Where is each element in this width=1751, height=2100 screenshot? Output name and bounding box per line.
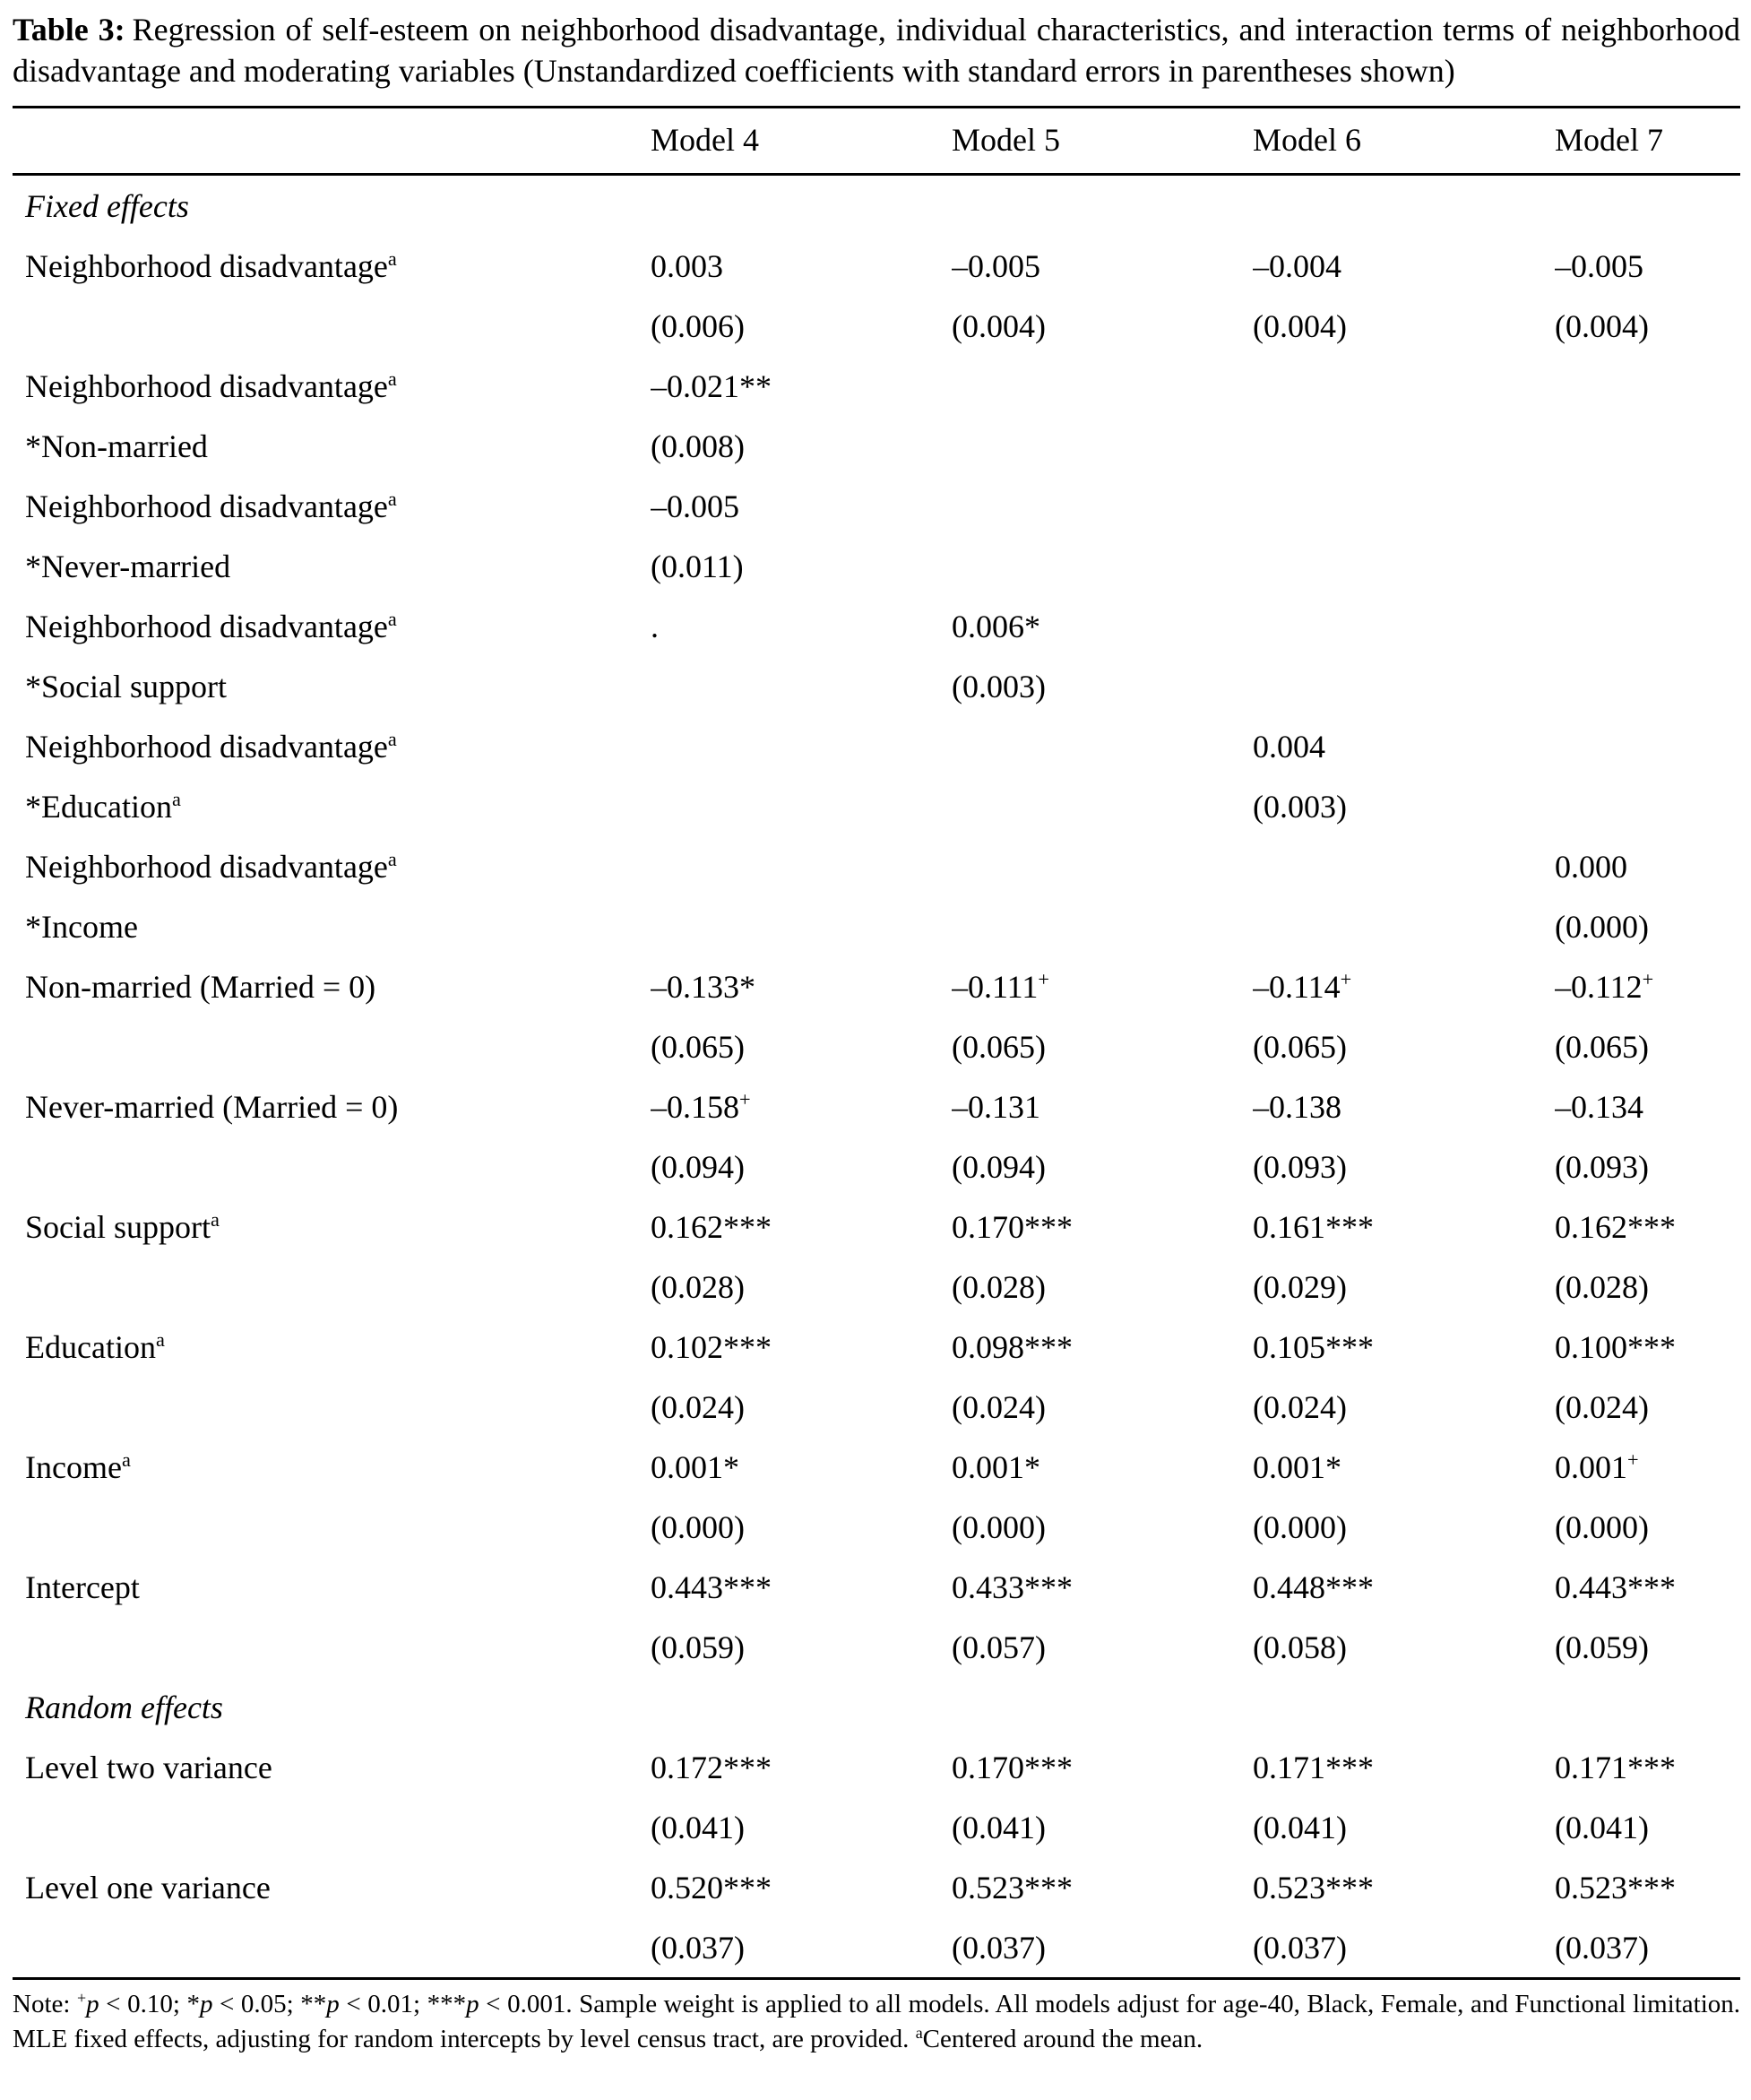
- cell-value: –0.005: [952, 247, 1040, 284]
- table-note: [13, 1987, 1740, 2057]
- cell-value: (0.065): [952, 1028, 1046, 1065]
- row-label: [13, 1016, 651, 1076]
- cell-value: 0.443***: [651, 1569, 772, 1605]
- cell-value: (0.065): [1253, 1028, 1347, 1065]
- cell-value: (0.058): [1253, 1629, 1347, 1665]
- superscript: +: [1627, 1448, 1639, 1472]
- table-row: [13, 1257, 1740, 1317]
- cell-value: –0.134: [1555, 1088, 1643, 1125]
- cell-value: (0.094): [952, 1148, 1046, 1185]
- model-column-header: Model 7: [1555, 108, 1740, 175]
- table-caption-label: Table 3:: [13, 12, 125, 48]
- cell-value: [952, 836, 1253, 896]
- cell-value: [952, 476, 1253, 536]
- row-label: [13, 1797, 651, 1857]
- model-column-header: Model 4: [651, 108, 952, 175]
- cell-value: (0.065): [651, 1028, 745, 1065]
- cell-value: –0.005: [651, 488, 739, 524]
- section-label: Random effects: [25, 1689, 223, 1725]
- row-label: [13, 1377, 651, 1437]
- cell-value: (0.037): [1555, 1929, 1649, 1966]
- cell-value: 0.520***: [651, 1869, 772, 1906]
- cell-value: [952, 356, 1253, 416]
- table-row: [13, 416, 1740, 476]
- superscript: +: [1340, 968, 1352, 991]
- model-column-header: Model 6: [1253, 108, 1555, 175]
- cell-value: [1555, 536, 1740, 596]
- table-row: [13, 1016, 1740, 1076]
- cell-value: 0.448***: [1253, 1569, 1374, 1605]
- cell-value: –0.021**: [651, 367, 772, 404]
- cell-value: [1555, 356, 1740, 416]
- table-row: [13, 1197, 1740, 1257]
- cell-value: (0.093): [1253, 1148, 1347, 1185]
- cell-value: 0.433***: [952, 1569, 1073, 1605]
- cell-value: –0.158+: [651, 1088, 751, 1125]
- note-italic: p: [326, 1990, 340, 2019]
- cell-value: 0.098***: [952, 1328, 1073, 1365]
- cell-value: (0.065): [1555, 1028, 1649, 1065]
- cell-value: (0.000): [1555, 1508, 1649, 1545]
- cell-value: 0.170***: [952, 1208, 1073, 1245]
- cell-value: 0.006*: [952, 608, 1040, 644]
- cell-value: 0.162***: [1555, 1208, 1676, 1245]
- table-row: [13, 596, 1740, 656]
- table-row: [13, 656, 1740, 716]
- cell-value: [952, 416, 1253, 476]
- model-column-header: Model 5: [952, 108, 1253, 175]
- cell-value: 0.171***: [1253, 1749, 1374, 1785]
- cell-value: [1555, 776, 1740, 836]
- cell-value: [952, 776, 1253, 836]
- row-label: Social support$^a$: [25, 1208, 220, 1245]
- cell-value: (0.004): [1555, 307, 1649, 344]
- cell-value: .: [651, 608, 659, 644]
- row-label: [13, 1497, 651, 1557]
- cell-value: (0.011): [651, 548, 744, 584]
- row-label: Neighborhood disadvantage$^a$: [25, 608, 397, 644]
- cell-value: –0.138: [1253, 1088, 1341, 1125]
- row-label: Intercept: [25, 1569, 140, 1605]
- note-italic: p: [199, 1990, 213, 2019]
- cell-value: (0.028): [651, 1268, 745, 1305]
- table-row: [13, 896, 1740, 956]
- table-row: [13, 1917, 1740, 1979]
- cell-value: 0.000: [1555, 848, 1627, 885]
- cell-value: (0.028): [952, 1268, 1046, 1305]
- cell-value: [1253, 656, 1555, 716]
- row-label: *Non-married: [25, 428, 208, 464]
- row-label: [13, 1617, 651, 1677]
- cell-value: [651, 896, 952, 956]
- cell-value: –0.114+: [1253, 968, 1352, 1005]
- cell-value: [651, 656, 952, 716]
- row-label: [13, 296, 651, 356]
- cell-value: 0.001*: [1253, 1448, 1341, 1485]
- note-superscript: a: [915, 2024, 923, 2043]
- table-row: [13, 1377, 1740, 1437]
- cell-value: [1253, 416, 1555, 476]
- table-row: [13, 1857, 1740, 1917]
- superscript: a: [387, 848, 397, 871]
- cell-value: 0.001+: [1555, 1448, 1639, 1485]
- cell-value: [1253, 536, 1555, 596]
- table-caption: [13, 9, 1740, 91]
- table-row: [13, 956, 1740, 1016]
- note-text: < 0.01; ***: [339, 1990, 467, 2019]
- superscript: +: [739, 1088, 751, 1111]
- row-label: Never-married (Married = 0): [25, 1088, 399, 1125]
- regression-table: [13, 106, 1740, 1980]
- superscript: a: [387, 247, 397, 271]
- cell-value: [1253, 356, 1555, 416]
- cell-value: 0.171***: [1555, 1749, 1676, 1785]
- cell-value: [1253, 836, 1555, 896]
- section-label: Fixed effects: [25, 187, 189, 224]
- row-label: *Never-married: [25, 548, 231, 584]
- superscript: a: [387, 367, 397, 391]
- note-text: Centered around the mean.: [922, 2025, 1203, 2054]
- cell-value: 0.001*: [651, 1448, 739, 1485]
- table-row: [13, 1317, 1740, 1377]
- table-caption-text: Regression of self-esteem on neighborhood disadvantage, individual characteristics, and interaction terms of neighborhood disadvantage and moderating variables (Unstandardized coefficients with standard errors in parentheses shown): [13, 12, 1740, 90]
- cell-value: 0.172***: [651, 1749, 772, 1785]
- cell-value: –0.004: [1253, 247, 1341, 284]
- cell-value: [1253, 476, 1555, 536]
- cell-value: (0.041): [651, 1809, 745, 1845]
- row-label: Neighborhood disadvantage$^a$: [25, 488, 397, 524]
- cell-value: (0.000): [952, 1508, 1046, 1545]
- note-superscript: +: [76, 1989, 87, 2008]
- cell-value: (0.037): [1253, 1929, 1347, 1966]
- cell-value: (0.024): [1253, 1388, 1347, 1425]
- cell-value: [651, 776, 952, 836]
- cell-value: –0.112+: [1555, 968, 1654, 1005]
- table-header: [13, 108, 1740, 175]
- cell-value: –0.111+: [952, 968, 1049, 1005]
- superscript: a: [155, 1328, 165, 1352]
- cell-value: [1555, 716, 1740, 776]
- table-row: [13, 1797, 1740, 1857]
- table-row: [13, 776, 1740, 836]
- row-label: Neighborhood disadvantage$^a$: [25, 848, 397, 885]
- cell-value: [1555, 476, 1740, 536]
- row-label: Neighborhood disadvantage$^a$: [25, 728, 397, 765]
- row-label: Education$^a$: [25, 1328, 165, 1365]
- superscript: a: [387, 488, 397, 511]
- note-text: < 0.10; *: [99, 1990, 200, 2019]
- table-body: [13, 175, 1740, 1979]
- superscript: a: [210, 1208, 220, 1231]
- cell-value: [1253, 596, 1555, 656]
- cell-value: (0.029): [1253, 1268, 1347, 1305]
- superscript: +: [1642, 968, 1654, 991]
- note-text: < 0.05; **: [212, 1990, 327, 2019]
- cell-value: (0.028): [1555, 1268, 1649, 1305]
- cell-value: 0.161***: [1253, 1208, 1374, 1245]
- cell-value: 0.001*: [952, 1448, 1040, 1485]
- superscript: a: [387, 608, 397, 631]
- cell-value: (0.037): [952, 1929, 1046, 1966]
- cell-value: (0.057): [952, 1629, 1046, 1665]
- cell-value: (0.006): [651, 307, 745, 344]
- row-label: Level two variance: [25, 1749, 272, 1785]
- cell-value: (0.024): [952, 1388, 1046, 1425]
- cell-value: 0.100***: [1555, 1328, 1676, 1365]
- row-label: Neighborhood disadvantage$^a$: [25, 367, 397, 404]
- table-row: [13, 1557, 1740, 1617]
- cell-value: (0.041): [1555, 1809, 1649, 1845]
- table-row: [13, 1617, 1740, 1677]
- cell-value: [651, 836, 952, 896]
- note-italic: p: [86, 1990, 99, 2019]
- cell-value: 0.105***: [1253, 1328, 1374, 1365]
- superscript: a: [171, 788, 181, 811]
- note-text: < 0.001. Sample weight is applied to all models. All models adjust for age-40, Black, Female, and Functional limitation. MLE fixed effects, adjusting for random intercepts by level census tract, are provided.: [13, 1990, 1741, 2054]
- section-row: [13, 175, 1740, 237]
- cell-value: –0.131: [952, 1088, 1040, 1125]
- row-label: Income$^a$: [25, 1448, 131, 1485]
- row-label: [13, 1257, 651, 1317]
- table-header-row: [13, 108, 1740, 175]
- cell-value: (0.000): [651, 1508, 745, 1545]
- superscript: +: [1038, 968, 1049, 991]
- row-label: [13, 1136, 651, 1197]
- note-italic: p: [466, 1990, 479, 2019]
- table-row: [13, 1437, 1740, 1497]
- cell-value: [952, 896, 1253, 956]
- table-row: [13, 836, 1740, 896]
- cell-value: (0.003): [952, 668, 1046, 704]
- cell-value: 0.162***: [651, 1208, 772, 1245]
- table-row: [13, 716, 1740, 776]
- cell-value: (0.037): [651, 1929, 745, 1966]
- cell-value: (0.024): [1555, 1388, 1649, 1425]
- cell-value: (0.008): [651, 428, 745, 464]
- cell-value: 0.003: [651, 247, 723, 284]
- superscript: a: [121, 1448, 131, 1472]
- row-label-column-header: [13, 108, 651, 175]
- cell-value: (0.059): [1555, 1629, 1649, 1665]
- cell-value: 0.523***: [1555, 1869, 1676, 1906]
- row-label: Level one variance: [25, 1869, 271, 1906]
- cell-value: –0.005: [1555, 247, 1643, 284]
- cell-value: 0.443***: [1555, 1569, 1676, 1605]
- cell-value: (0.024): [651, 1388, 745, 1425]
- row-label: Neighborhood disadvantage$^a$: [25, 247, 397, 284]
- section-row: [13, 1677, 1740, 1737]
- row-label: [13, 1917, 651, 1979]
- cell-value: [651, 716, 952, 776]
- table-row: [13, 1737, 1740, 1797]
- table-row: [13, 536, 1740, 596]
- note-text: Note:: [13, 1990, 77, 2019]
- cell-value: (0.093): [1555, 1148, 1649, 1185]
- cell-value: 0.170***: [952, 1749, 1073, 1785]
- cell-value: [1555, 656, 1740, 716]
- cell-value: (0.004): [952, 307, 1046, 344]
- cell-value: –0.133*: [651, 968, 755, 1005]
- row-label: Non-married (Married = 0): [25, 968, 376, 1005]
- cell-value: 0.523***: [952, 1869, 1073, 1906]
- cell-value: (0.059): [651, 1629, 745, 1665]
- cell-value: 0.004: [1253, 728, 1325, 765]
- cell-value: (0.004): [1253, 307, 1347, 344]
- table-row: [13, 1076, 1740, 1136]
- cell-value: (0.041): [952, 1809, 1046, 1845]
- cell-value: 0.523***: [1253, 1869, 1374, 1906]
- row-label: *Education$^a$: [25, 788, 181, 825]
- cell-value: [1555, 416, 1740, 476]
- row-label: *Income: [25, 908, 138, 945]
- cell-value: (0.094): [651, 1148, 745, 1185]
- table-row: [13, 356, 1740, 416]
- cell-value: [952, 716, 1253, 776]
- table-row: [13, 1136, 1740, 1197]
- cell-value: (0.003): [1253, 788, 1347, 825]
- cell-value: (0.000): [1555, 908, 1649, 945]
- superscript: a: [387, 728, 397, 751]
- table-row: [13, 296, 1740, 356]
- cell-value: (0.000): [1253, 1508, 1347, 1545]
- table-row: [13, 476, 1740, 536]
- table-row: [13, 1497, 1740, 1557]
- cell-value: [1253, 896, 1555, 956]
- table-row: [13, 236, 1740, 296]
- row-label: *Social support: [25, 668, 227, 704]
- cell-value: (0.041): [1253, 1809, 1347, 1845]
- cell-value: [952, 536, 1253, 596]
- cell-value: [1555, 596, 1740, 656]
- cell-value: 0.102***: [651, 1328, 772, 1365]
